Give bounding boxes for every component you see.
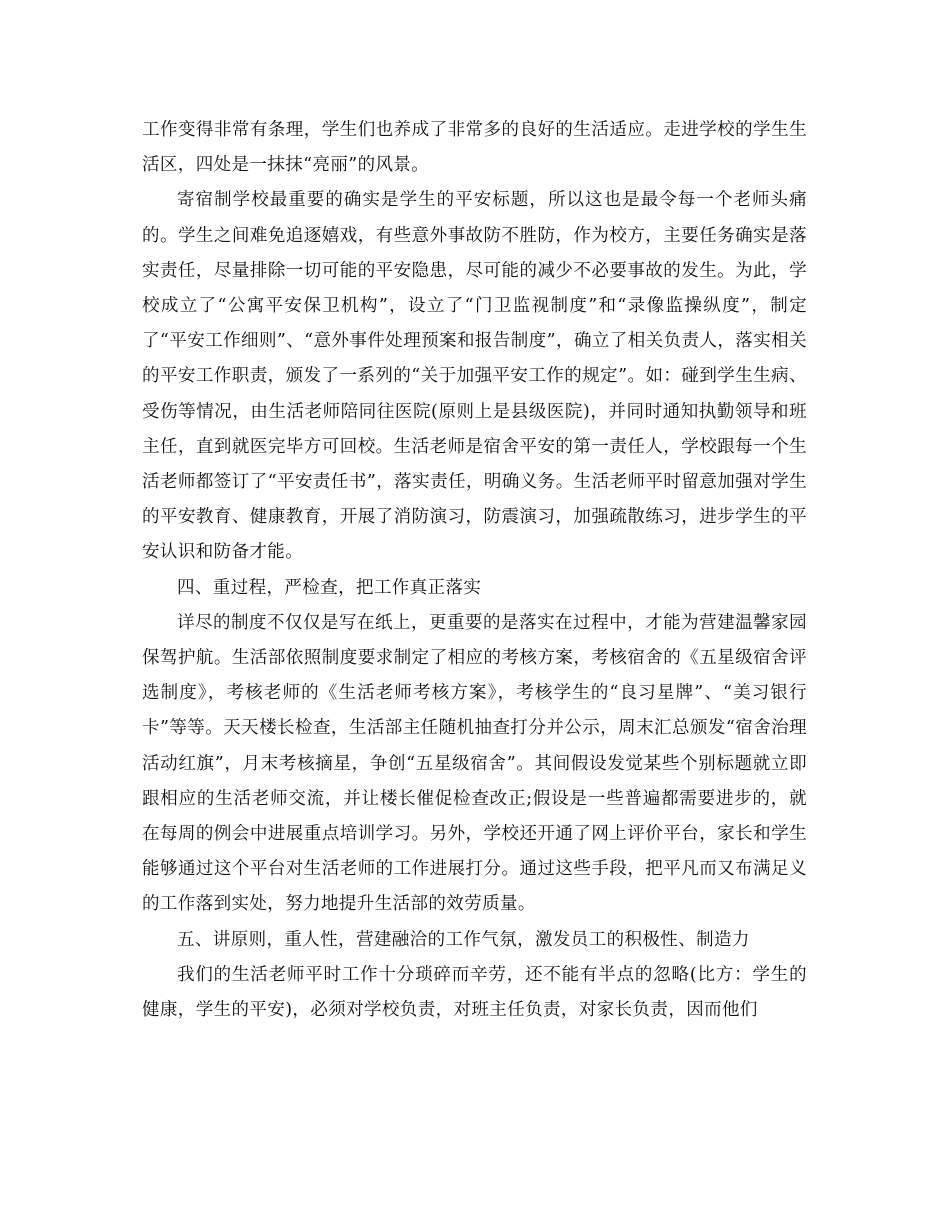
section-heading-5: 五、讲原则，重人性，营建融洽的工作气氛，激发员工的积极性、制造力 <box>177 929 750 950</box>
paragraph-staff: 我们的生活老师平时工作十分琐碎而辛劳，还不能有半点的忽略(比方：学生的健康，学生的平安)，必须对学校负责，对班主任负责，对家长负责，因而他们 <box>142 964 807 1021</box>
paragraph-safety: 寄宿制学校最重要的确实是学生的平安标题，所以这也是最令每一个老师头痛的。学生之间难免追逐嬉戏，有些意外事故防不胜防，作为校方，主要任务确实是落实责任，尽量排除一切可能的平安隐患，尽可能的减少不必要事故的发生。为此，学校成立了“公寓平安保卫机构”，设立了“门卫监视制度”和“录像监操纵度”，制定了“平安工作细则”、“意外事件处理预案和报告制度”，确立了相关负责人，落实相关的平安工作职责，颁发了一系列的“关于加强平安工作的规定”。如：碰到学生生病、受伤等情况，由生活老师陪同往医院(原则上是县级医院)，并同时通知执勤领导和班主任，直到就医完毕方可回校。生活老师是宿舍平安的第一责任人，学校跟每一个生活老师都签订了“平安责任书”，落实责任，明确义务。生活老师平时留意加强对学生的平安教育、健康教育，开展了消防演习，防震演习，加强疏散练习，进步学生的平安认识和防备才能。 <box>142 190 807 563</box>
paragraph-process: 详尽的制度不仅仅是写在纸上，更重要的是落实在过程中，才能为营建温馨家园保驾护航。生活部依照制度要求制定了相应的考核方案，考核宿舍的《五星级宿舍评选制度》，考核老师的《生活老师考核方案》，考核学生的“良习星牌”、“美习银行卡”等等。天天楼长检查，生活部主任随机抽查打分并公示，周末汇总颁发“宿舍治理活动红旗”，月末考核摘星，争创“五星级宿舍”。其间假设发觉某些个别标题就立即跟相应的生活老师交流，并让楼长催促检查改正;假设是一些普遍都需要进步的，就在每周的例会中进展重点培训学习。另外，学校还开通了网上评价平台，家长和学生能够通过这个平台对生活老师的工作进展打分。通过这些手段，把平凡而又布满足义的工作落到实处，努力地提升生活部的效劳质量。 <box>142 612 807 915</box>
section-heading-4: 四、重过程，严检查，把工作真正落实 <box>177 577 482 598</box>
document-page <box>142 113 807 1028</box>
paragraph-continuation: 工作变得非常有条理，学生们也养成了非常多的良好的生活适应。走进学校的学生生活区，四处是一抹抹“亮丽”的风景。 <box>142 120 807 176</box>
